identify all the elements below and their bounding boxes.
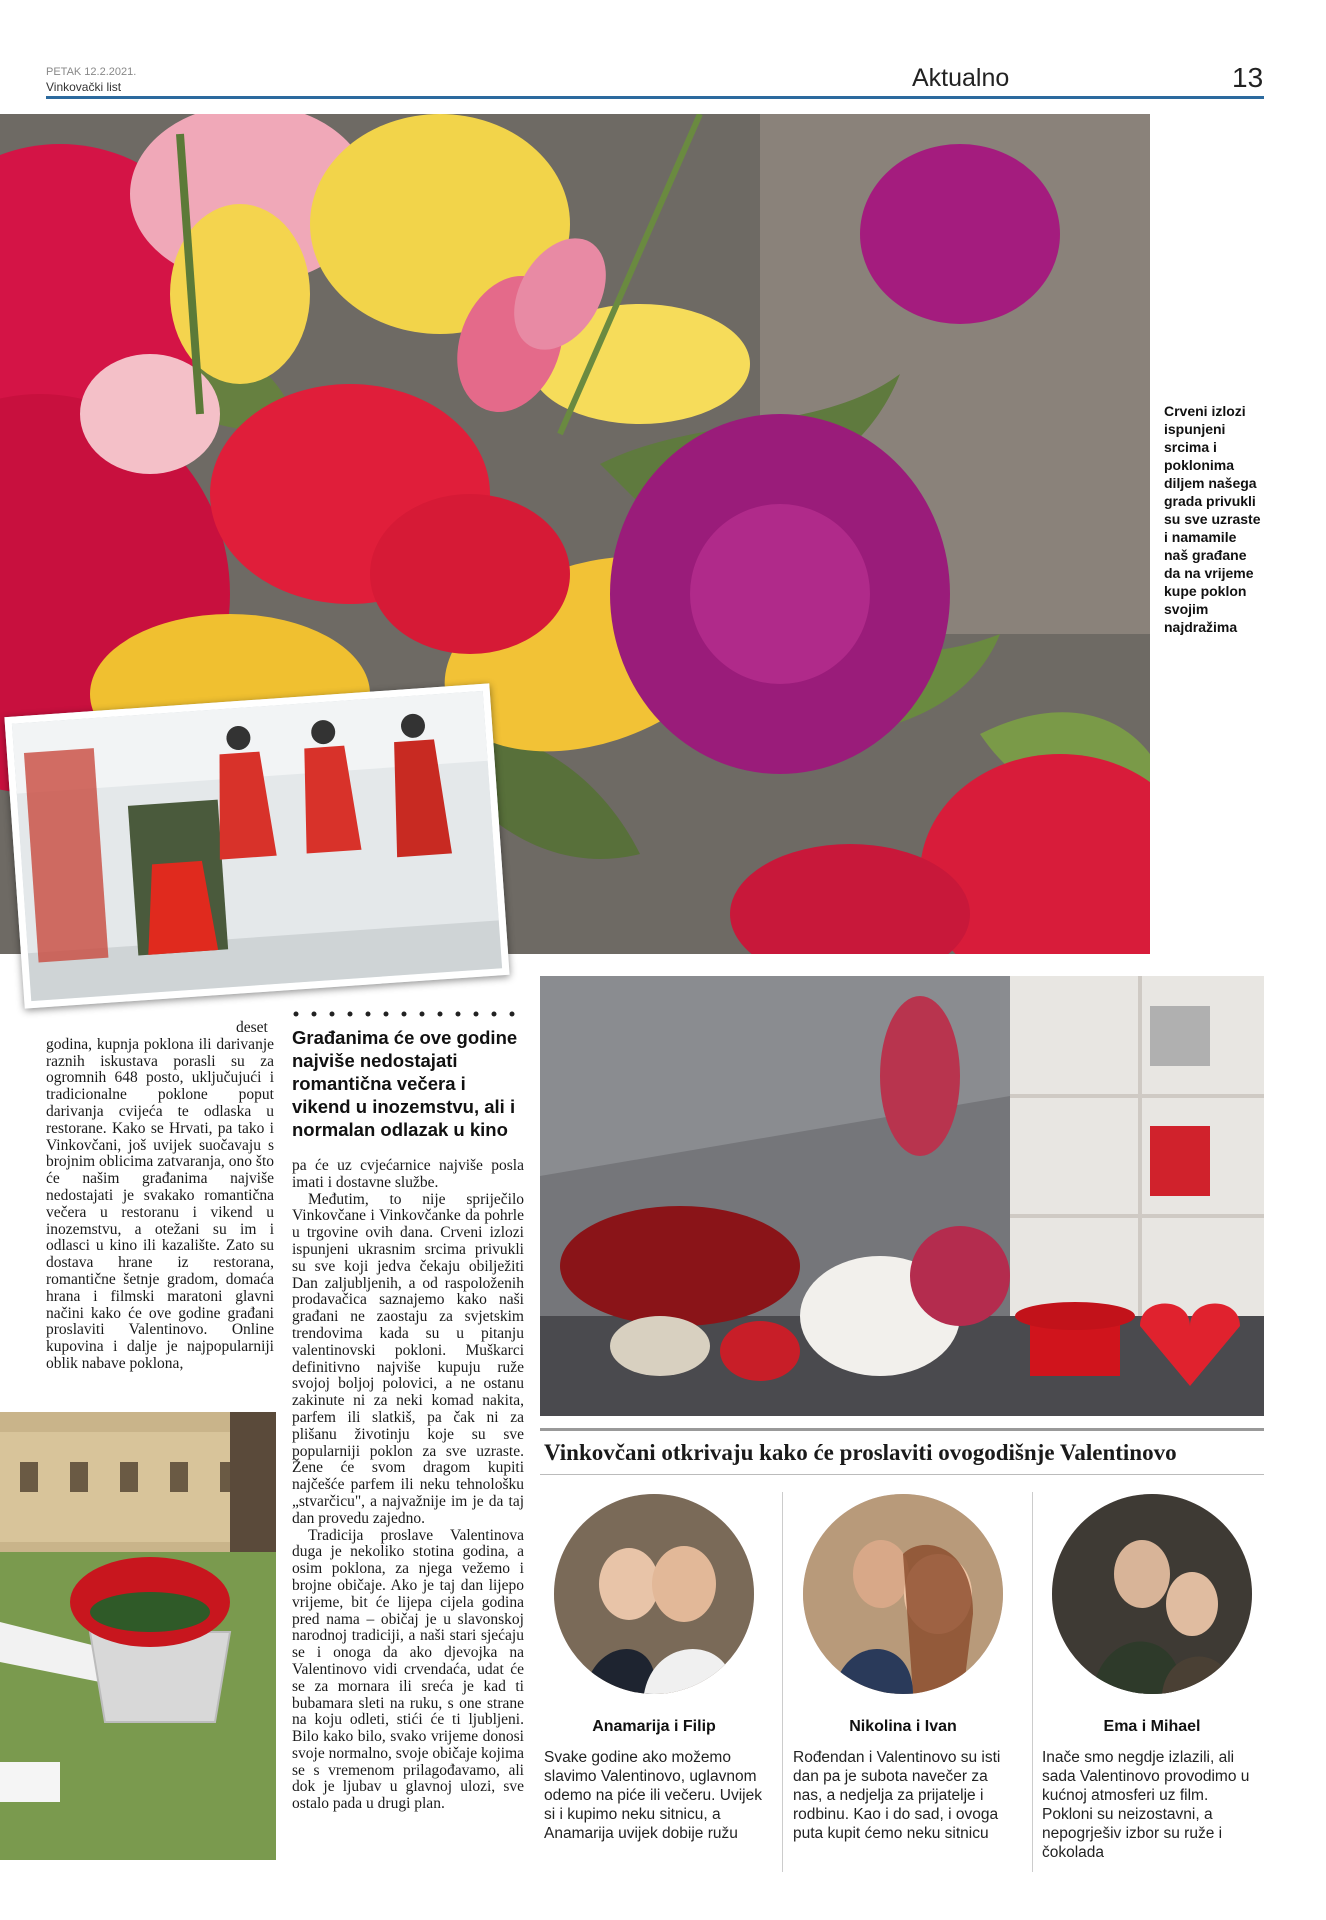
page-number: 13 [1232, 62, 1264, 93]
article-middle-column [292, 1158, 524, 1813]
article-paragraph: Međutim, to nije spriječilo Vinkovčane i Vinkovčanke da pohrle u trgovine ovih dana. Crveni izlozi ispunjeni ukrasnim srcima privukli su sve koji jedva čekaju obilježiti Dan zaljubljenih, a od raspoloženih prodavačica saznajemo kako naši građani ne zaostaju za svjetskim trendovima kada su u pitanju valentinovski pokloni. Muškarci definitivno najviše kupuju ruže svojoj boljoj polovici, a ne ostanu zakinute ni za neki komad nakita, parfem ili slatkiš, pa čak ni za plišanu životinju koje su sve popularniji poklon za sve uzraste. Žene će svom dragom kupiti najčešće parfem ili neku tehnološku „stvarčicu", a najvažnije im je da taj dan provedu zajedno. [292, 1190, 524, 1527]
newspaper-name: Vinkovački list [46, 80, 122, 94]
column-divider [782, 1492, 783, 1872]
person-quote: Rođendan i Valentinovo su isti dan pa je subota navečer za nas, a nedjelja za prijatelje i rodbinu. Kao i do sad, i ovoga puta kupit ćemo neku sitnicu [793, 1749, 1001, 1842]
box-title-rule [540, 1474, 1264, 1475]
article-paragraph: Tradicija proslave Valentinova duga je nekoliko stotina godina, a osim poklona, za njega vežemo i brojne običaje. Ako je taj dan lijepo vrijeme, bit će lijepa cijela godina pred nama – običaj je u slavonskoj narodnoj tradiciji, a naši stari sjećaju se i onoga da ako djevojka na Valentinovo vidi crvendaća, udat će se za mornara ili sreća je kad ti bubamara sleti na ruku, s one strane na koju odleti, stići će ti ljubljeni. Bilo kako bilo, svako vrijeme donosi svoje normalno, svoje običaje kojima se s vremenom prilagođavamo, ali dok je ljubav u glavnoj ulozi, sve ostalo pada u drugi plan. [292, 1526, 525, 1813]
person-card [1042, 1494, 1262, 1862]
person-quote: Inače smo negdje izlazili, ali sada Valentinovo provodimo u kućnoj atmosferi uz film. Pokloni su neizostavni, a nepogrješiv izbor su ruže i čokolada [1042, 1749, 1250, 1861]
person-card [793, 1494, 1013, 1843]
shop-window-photo [540, 976, 1264, 1416]
main-photo-caption: Crveni izlozi ispunjeni srcima i poklonima diljem našega grada privukli su sve uzraste i namamile naš građane da na vrijeme kupe poklon svojim najdražima [1164, 403, 1261, 635]
mannequins-illustration [12, 691, 502, 1001]
header-rule [46, 96, 1264, 99]
article-paragraph: pa će uz cvjećarnice najviše posla imati i dostavne službe. [292, 1157, 524, 1191]
flower-basket-photo [0, 1412, 276, 1860]
person-card [544, 1494, 764, 1843]
avatar [803, 1494, 1003, 1694]
subhead-dots [292, 1010, 522, 1018]
person-name: Ema i Mihael [1103, 1718, 1201, 1735]
box-top-rule [540, 1428, 1264, 1431]
person-quote: Svake godine ako možemo slavimo Valentinovo, uglavnom odemo na piće ili večeru. Uvijek si i kupimo neku sitnicu, a Anamarija uvijek dobije ružu [544, 1749, 762, 1842]
article-left-column [46, 1020, 274, 1373]
flower-basket-illustration [0, 1412, 276, 1860]
shop-window-illustration [540, 976, 1264, 1416]
avatar [1052, 1494, 1252, 1694]
column-divider [1032, 1492, 1033, 1872]
article-subheading: Građanima će ove godine najviše nedostajati romantična večera i vikend u inozemstvu, ali i normalan odlazak u kino [292, 1027, 518, 1140]
issue-date: PETAK 12.2.2021. [46, 66, 137, 78]
section-title: Aktualno [912, 64, 1010, 92]
box-title: Vinkovčani otkrivaju kako će proslaviti ovogodišnje Valentinovo [544, 1440, 1177, 1465]
person-name: Nikolina i Ivan [849, 1718, 957, 1735]
avatar [554, 1494, 754, 1694]
mannequins-photo [4, 683, 509, 1008]
article-paragraph: deset godina, kupnja poklona ili darivanje raznih iskustava porasli su za ogromnih 648 posto, uključujući i tradicionalne poklone poput darivanja cvijeća te odlaska u restorane. Kako se Hrvati, pa tako i Vinkovčani, još uvijek suočavaju s brojnim oblicima zatvaranja, ono što će našim građanima najviše nedostajati je svakako romantična večera u restoranu i vikend u inozemstvu, a otežani su im i odlasci u kino ili kazalište. Zato su dostava hrane iz restorana, romantične šetnje gradom, domaća hrana i filmski maratoni glavni načini kako će ove godine građani proslaviti Valentinovo. Online kupovina i dalje je najpopularniji oblik nabave poklona, [46, 1019, 274, 1372]
person-name: Anamarija i Filip [592, 1718, 716, 1735]
